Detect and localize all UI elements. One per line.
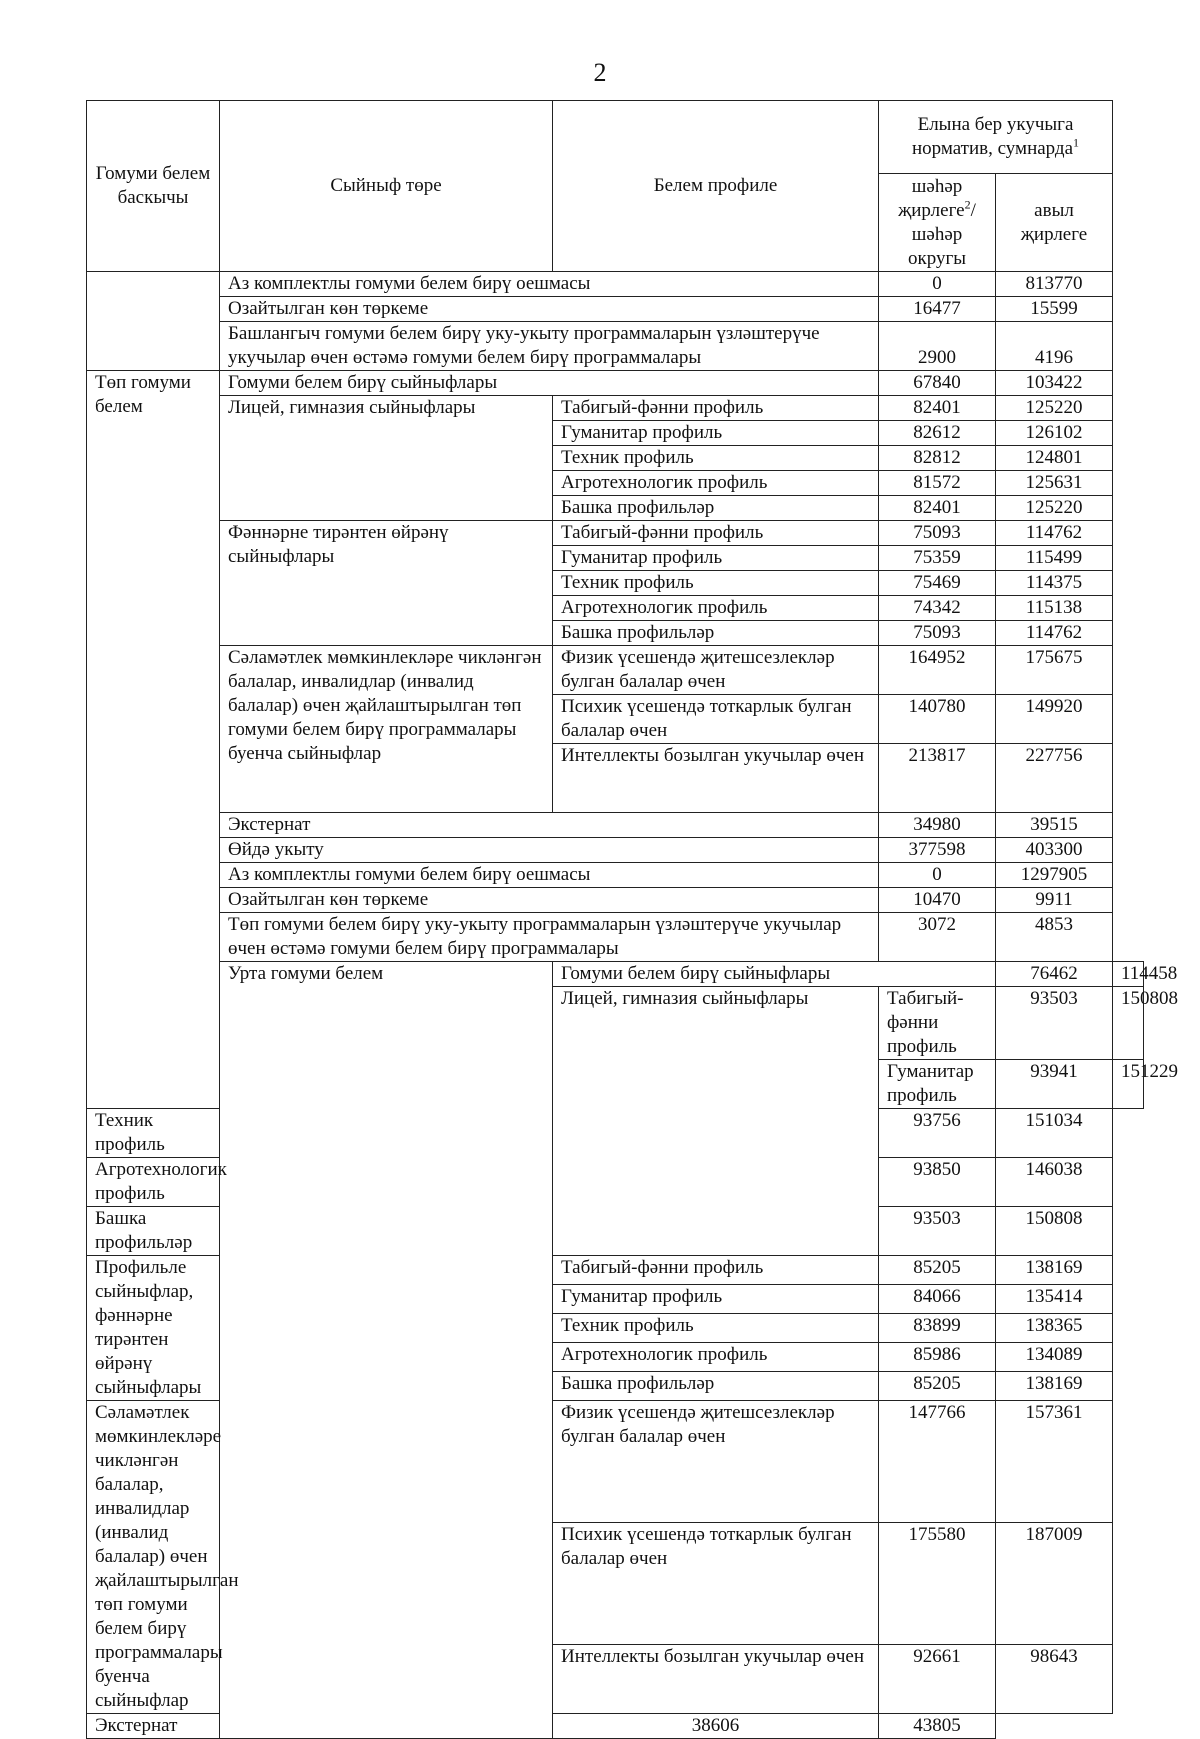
urban-value: 377598 [879,838,996,863]
table-row [87,838,1144,863]
rural-value: 124801 [996,446,1113,471]
profile-label: Башка профильләр [553,1372,879,1401]
rural-value: 138169 [996,1372,1113,1401]
rural-value: 403300 [996,838,1113,863]
profile-label: Интеллекты бозылган укучылар өчен [553,1645,879,1714]
profile-label: Башка профильләр [553,496,879,521]
table-row [87,962,1144,987]
table-row [87,297,1144,322]
rural-value: 134089 [996,1343,1113,1372]
profile-label: Техник профиль [553,446,879,471]
urban-value: 2900 [879,322,996,371]
urban-value: 85205 [879,1372,996,1401]
rural-value: 125220 [996,496,1113,521]
rural-value: 125220 [996,396,1113,421]
profile-label: Гуманитар профиль [879,1060,996,1109]
profile-label: Психик үсешендә тоткарлык булган балалар өчен [553,1523,879,1645]
urban-value: 147766 [879,1401,996,1523]
urban-value: 84066 [879,1285,996,1314]
table-row [87,888,1144,913]
header-norm-footnote: 1 [1073,135,1080,150]
urban-value: 93941 [996,1060,1113,1109]
header-row [87,101,1144,174]
urban-value: 75469 [879,571,996,596]
table-row [87,396,1144,421]
urban-value: 0 [879,863,996,888]
table-row [87,813,1144,838]
urban-value: 175580 [879,1523,996,1645]
rural-value: 138365 [996,1314,1113,1343]
table-row [87,521,1144,546]
profile-label: Техник профиль [87,1109,220,1158]
urban-value: 75093 [879,621,996,646]
urban-value: 74342 [879,596,996,621]
urban-value: 83899 [879,1314,996,1343]
urban-value: 85986 [879,1343,996,1372]
urban-value: 0 [879,272,996,297]
header-norm-text: Елына бер укучыга норматив, сумнарда [911,114,1074,159]
rural-value: 114762 [996,521,1113,546]
rural-value: 15599 [996,297,1113,322]
urban-value: 82401 [879,496,996,521]
table-row [87,322,1144,371]
rural-value: 227756 [996,744,1113,813]
row-label: Гомуми белем бирү сыйныфлары [220,371,879,396]
profile-label: Психик үсешендә тоткарлык булган балалар өчен [553,695,879,744]
rural-value: 135414 [996,1285,1113,1314]
urban-value: 140780 [879,695,996,744]
urban-value: 34980 [879,813,996,838]
row-label: Гомуми белем бирү сыйныфлары [553,962,996,987]
rural-value: 813770 [996,272,1113,297]
urban-value: 75093 [879,521,996,546]
urban-value: 85205 [879,1256,996,1285]
table-row [87,863,1144,888]
urban-value: 10470 [879,888,996,913]
row-label: Өйдә укыту [220,838,879,863]
rural-value: 9911 [996,888,1113,913]
profile-label: Интеллекты бозылган укучылар өчен [553,744,879,813]
urban-value: 67840 [879,371,996,396]
profile-label: Агротехнологик профиль [553,1343,879,1372]
header-urban [879,174,996,272]
rural-value: 157361 [996,1401,1113,1523]
header-class-type: Сыйныф төре [220,101,553,272]
rural-value: 114375 [996,571,1113,596]
row-label: Аз комплектлы гомуми белем бирү оешмасы [220,272,879,297]
rural-value: 103422 [996,371,1113,396]
rural-value: 187009 [996,1523,1113,1645]
profile-label: Табигый-фәнни профиль [553,1256,879,1285]
profile-label: Техник профиль [553,1314,879,1343]
norms-table [86,100,1179,1739]
rural-value: 151034 [996,1109,1113,1158]
class-type-label: Фәннәрне тирәнтен өйрәнү сыйныфлары [220,521,553,646]
profile-label: Табигый-фәнни профиль [553,521,879,546]
urban-value: 93756 [879,1109,996,1158]
profile-label: Агротехнологик профиль [553,596,879,621]
urban-value: 16477 [879,297,996,322]
page-number: 2 [593,58,607,87]
table-row [87,272,1144,297]
urban-value: 82812 [879,446,996,471]
class-type-label: Лицей, гимназия сыйныфлары [553,987,879,1256]
class-type-label: Лицей, гимназия сыйныфлары [220,396,553,521]
profile-label: Гуманитар профиль [553,546,879,571]
rural-value: 1297905 [996,863,1113,888]
urban-value: 75359 [879,546,996,571]
header-norm [879,101,1113,174]
urban-value: 92661 [879,1645,996,1714]
stage-basic: Төп гомуми белем [87,371,220,1109]
table-row [87,646,1144,695]
header-urban-b: / шәһәр округы [907,199,976,269]
header-urban-a: шәһәр җирлеге [898,175,965,221]
urban-value: 81572 [879,471,996,496]
urban-value: 3072 [879,913,996,962]
row-label: Башлангыч гомуми белем бирү уку-укыту программаларын үзләштерүче укучылар өчен өстәмә гомуми белем бирү программалары [220,322,879,371]
row-label: Төп гомуми белем бирү уку-укыту программаларын үзләштерүче укучылар өчен өстәмә гомуми белем бирү программалары [220,913,879,962]
table-row [87,1714,1144,1739]
stage-cell-empty [87,272,220,371]
urban-value: 38606 [553,1714,879,1739]
rural-value: 114458 [1113,962,1144,987]
profile-label: Гуманитар профиль [553,421,879,446]
rural-value: 126102 [996,421,1113,446]
rural-value: 4853 [996,913,1113,962]
row-label: Озайтылган көн төркеме [220,888,879,913]
rural-value: 39515 [996,813,1113,838]
row-label: Озайтылган көн төркеме [220,297,879,322]
rural-value: 138169 [996,1256,1113,1285]
profile-label: Гуманитар профиль [553,1285,879,1314]
profile-label: Физик үсешендә җитешсезлекләр булган балалар өчен [553,1401,879,1523]
header-rural: авыл җирлеге [996,174,1113,272]
stage-secondary: Урта гомуми белем [220,962,553,1739]
header-stage: Гомуми белем баскычы [87,101,220,272]
class-type-label: Сәламәтлек мөмкинлекләре чикләнгән балалар, инвалидлар (инвалид балалар) өчен җайлаштырылган төп гомуми белем бирү программалары буенча сыйныфлар [87,1401,220,1714]
rural-value: 150808 [1113,987,1144,1060]
profile-label: Агротехнологик профиль [553,471,879,496]
profile-label: Техник профиль [553,571,879,596]
header-urban-footnote: 2 [964,197,971,212]
rural-value: 150808 [996,1207,1113,1256]
urban-value: 93850 [879,1158,996,1207]
profile-label: Башка профильләр [553,621,879,646]
rural-value: 146038 [996,1158,1113,1207]
urban-value: 164952 [879,646,996,695]
row-label: Экстернат [220,813,879,838]
profile-label: Табигый-фәнни профиль [879,987,996,1060]
row-label: Экстернат [87,1714,553,1739]
profile-label: Башка профильләр [87,1207,220,1256]
rural-value: 175675 [996,646,1113,695]
urban-value: 76462 [996,962,1113,987]
rural-value: 149920 [996,695,1113,744]
rural-value: 115138 [996,596,1113,621]
urban-value: 82612 [879,421,996,446]
urban-value: 93503 [879,1207,996,1256]
rural-value: 151229 [1113,1060,1144,1109]
rural-value: 114762 [996,621,1113,646]
table-row [87,913,1144,962]
urban-value: 82401 [879,396,996,421]
urban-value: 213817 [879,744,996,813]
class-type-label: Профильле сыйныфлар, фәннәрне тирәнтен өйрәнү сыйныфлары [87,1256,220,1401]
urban-value: 93503 [996,987,1113,1060]
rural-value: 4196 [996,322,1113,371]
rural-value: 43805 [879,1714,996,1739]
rural-value: 115499 [996,546,1113,571]
rural-value: 98643 [996,1645,1113,1714]
row-label: Аз комплектлы гомуми белем бирү оешмасы [220,863,879,888]
rural-value: 125631 [996,471,1113,496]
profile-label: Физик үсешендә җитешсезлекләр булган балалар өчен [553,646,879,695]
profile-label: Табигый-фәнни профиль [553,396,879,421]
profile-label: Агротехнологик профиль [87,1158,220,1207]
table-row [87,371,1144,396]
header-profile: Белем профиле [553,101,879,272]
class-type-label: Сәламәтлек мөмкинлекләре чикләнгән балалар, инвалидлар (инвалид балалар) өчен җайлаштырылган төп гомуми белем бирү программалары буенча сыйныфлар [220,646,553,813]
